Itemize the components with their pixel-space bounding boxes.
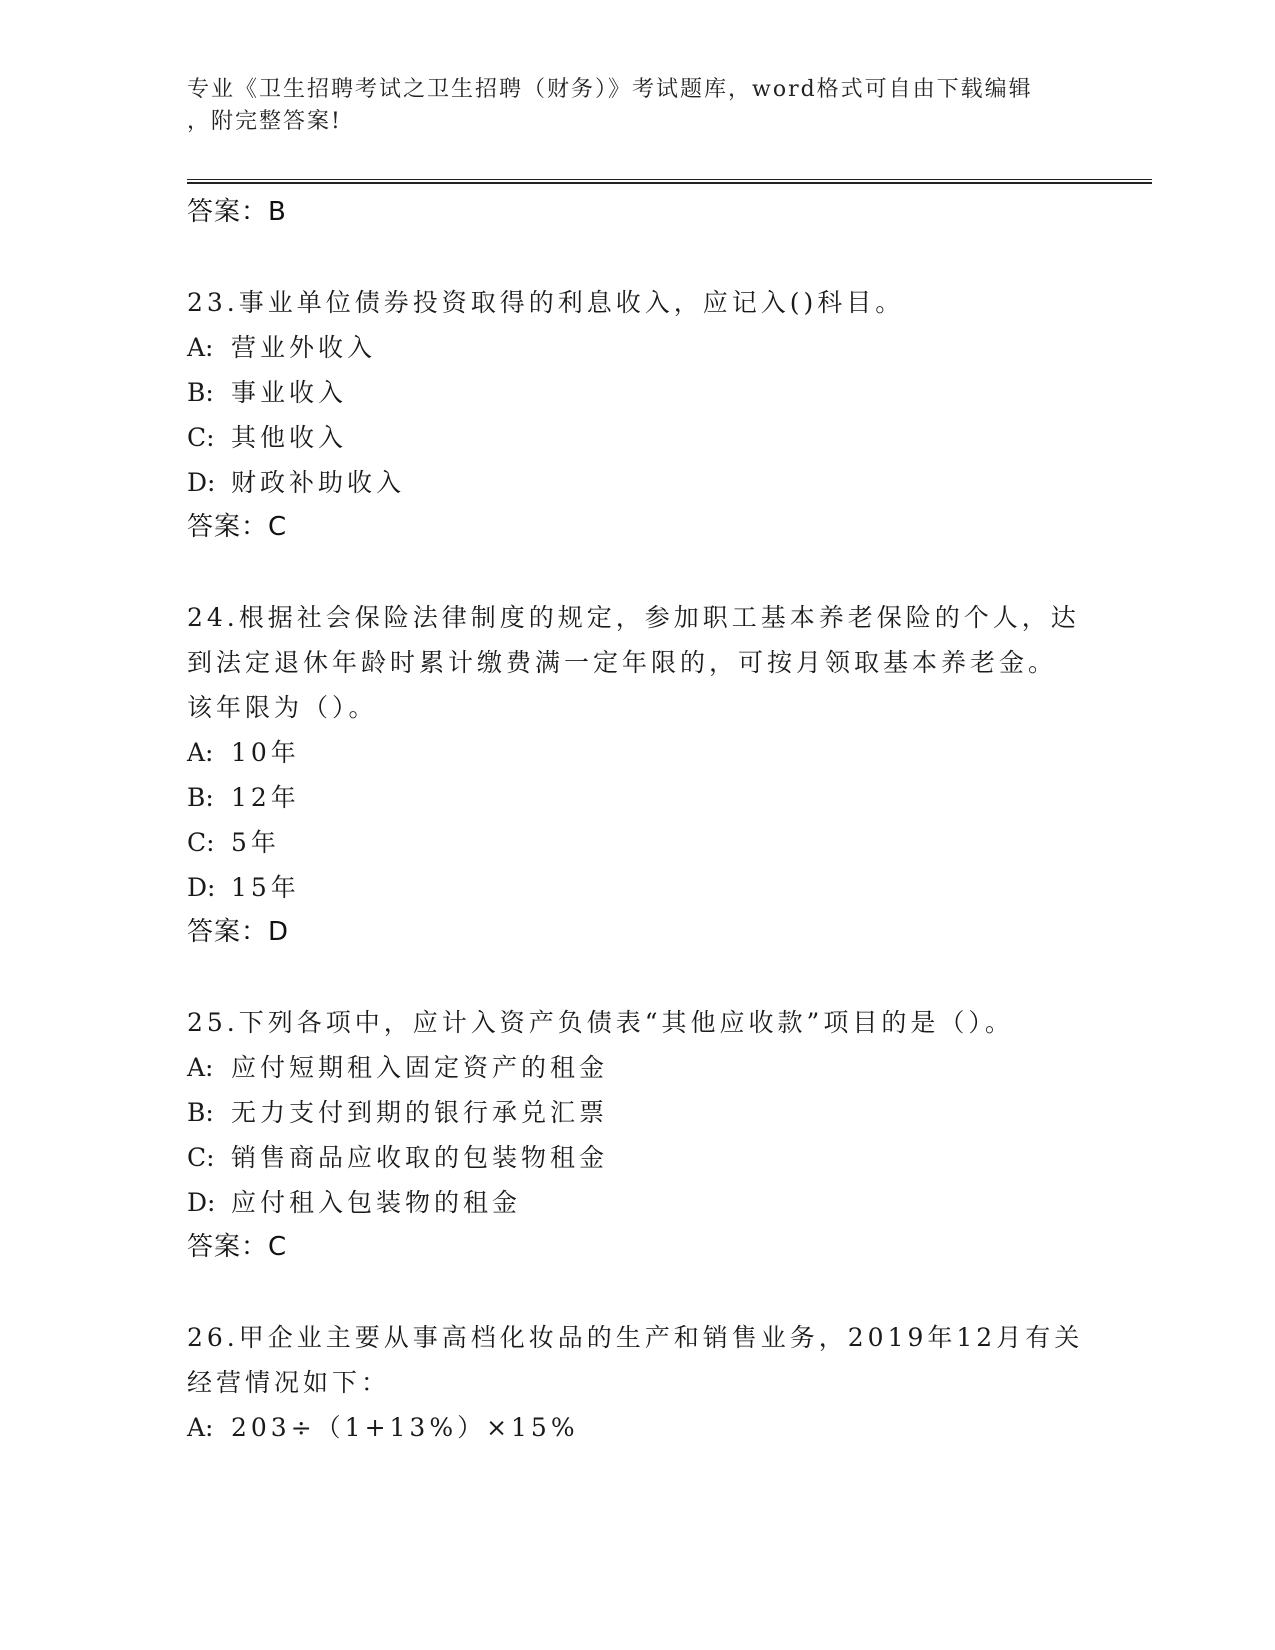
question-text: 经营情况如下： bbox=[187, 1368, 391, 1397]
option-text: 销售商品应收取的包装物租金 bbox=[231, 1143, 609, 1172]
option-label: B: bbox=[187, 783, 214, 812]
option-a bbox=[187, 1045, 1087, 1090]
question-text: 到法定退休年龄时累计缴费满一定年限的，可按月领取基本养老金。 bbox=[187, 648, 1058, 677]
option-text: 5年 bbox=[231, 828, 280, 857]
option-text: 无力支付到期的银行承兑汇票 bbox=[231, 1098, 609, 1127]
option-a bbox=[187, 730, 1087, 775]
option-label: C: bbox=[187, 423, 215, 452]
option-label: B: bbox=[187, 378, 214, 407]
answer-line: 答案：D bbox=[187, 917, 290, 947]
answer-line: 答案：B bbox=[187, 197, 287, 227]
option-label: D: bbox=[187, 873, 216, 902]
option-text: 15年 bbox=[231, 873, 300, 902]
spacer bbox=[187, 1270, 1087, 1315]
option-b bbox=[187, 775, 1087, 820]
question-text: 该年限为（）。 bbox=[187, 693, 378, 722]
option-label: A: bbox=[187, 1413, 214, 1442]
option-c bbox=[187, 820, 1087, 865]
answer-line: 答案：C bbox=[187, 1232, 288, 1262]
header-line-1: 专业《卫生招聘考试之卫生招聘（财务）》考试题库，word格式可自由下载编辑 bbox=[187, 77, 1033, 102]
option-label: B: bbox=[187, 1098, 214, 1127]
document-header bbox=[187, 74, 1067, 138]
option-text: 203÷（1+13%）×15% bbox=[231, 1413, 579, 1442]
option-text: 营业外收入 bbox=[231, 333, 377, 362]
question-block bbox=[187, 1315, 1087, 1450]
header-line-2: ，附完整答案! bbox=[187, 109, 342, 134]
option-a bbox=[187, 325, 1087, 370]
option-text: 其他收入 bbox=[231, 423, 348, 452]
option-text: 财政补助收入 bbox=[231, 468, 406, 497]
question-text: 23.事业单位债券投资取得的利息收入，应记入()科目。 bbox=[187, 288, 905, 317]
option-label: D: bbox=[187, 468, 216, 497]
option-label: D: bbox=[187, 1188, 216, 1217]
answer-line: 答案：C bbox=[187, 512, 288, 542]
option-c bbox=[187, 1135, 1087, 1180]
option-d bbox=[187, 1180, 1087, 1225]
question-block bbox=[187, 595, 1087, 955]
option-d bbox=[187, 865, 1087, 910]
option-text: 应付短期租入固定资产的租金 bbox=[231, 1053, 609, 1082]
option-label: C: bbox=[187, 828, 215, 857]
question-list bbox=[187, 190, 1087, 1450]
option-b bbox=[187, 370, 1087, 415]
question-text: 24.根据社会保险法律制度的规定，参加职工基本养老保险的个人，达 bbox=[187, 603, 1080, 632]
spacer bbox=[187, 235, 1087, 280]
option-text: 10年 bbox=[231, 738, 300, 767]
option-a bbox=[187, 1405, 1087, 1450]
option-text: 事业收入 bbox=[231, 378, 348, 407]
option-b bbox=[187, 1090, 1087, 1135]
question-text: 25.下列各项中，应计入资产负债表“其他应收款”项目的是（）。 bbox=[187, 1008, 1014, 1037]
option-label: A: bbox=[187, 738, 214, 767]
header-rule-thick bbox=[187, 182, 1152, 184]
option-label: A: bbox=[187, 333, 214, 362]
question-block bbox=[187, 280, 1087, 550]
option-label: A: bbox=[187, 1053, 214, 1082]
option-c bbox=[187, 415, 1087, 460]
spacer bbox=[187, 955, 1087, 1000]
question-text: 26.甲企业主要从事高档化妆品的生产和销售业务，2019年12月有关 bbox=[187, 1323, 1084, 1352]
spacer bbox=[187, 550, 1087, 595]
option-text: 12年 bbox=[231, 783, 300, 812]
header-rule-thin bbox=[187, 179, 1152, 180]
question-block bbox=[187, 1000, 1087, 1270]
option-text: 应付租入包装物的租金 bbox=[231, 1188, 522, 1217]
option-label: C: bbox=[187, 1143, 215, 1172]
option-d bbox=[187, 460, 1087, 505]
